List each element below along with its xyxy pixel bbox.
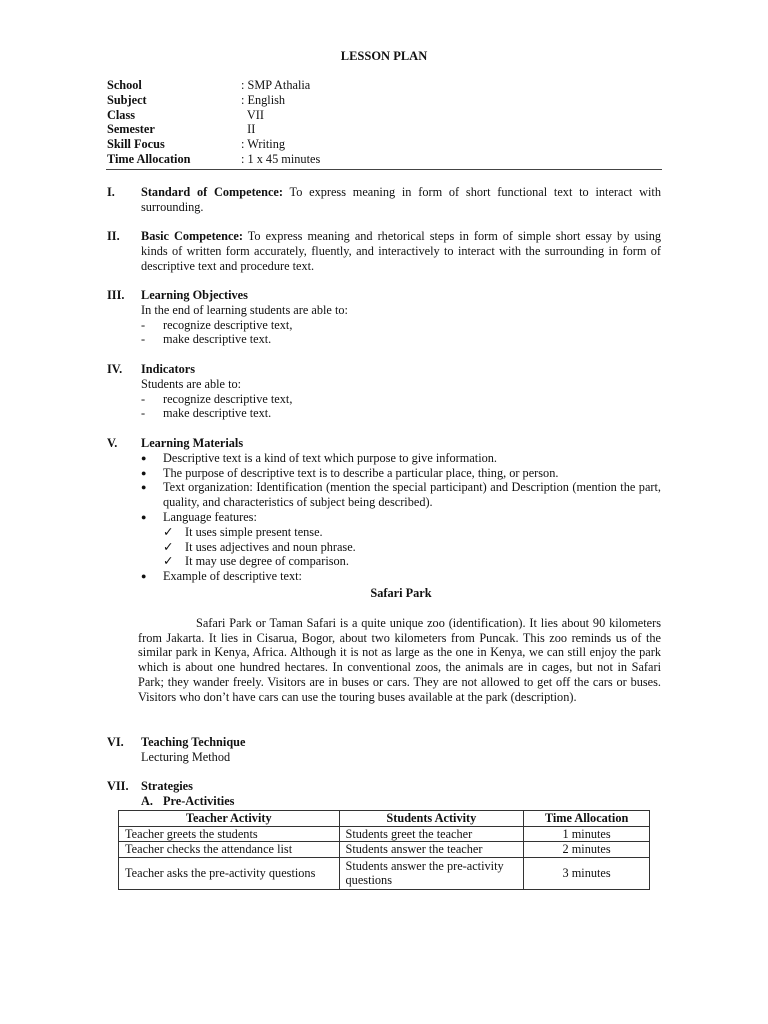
list-item-text: Example of descriptive text: xyxy=(163,569,302,584)
info-label: Semester xyxy=(107,122,155,137)
list-item-text: make descriptive text. xyxy=(163,406,272,421)
story-title: Safari Park xyxy=(370,585,432,600)
section-number: VII. xyxy=(107,779,129,793)
info-label: Skill Focus xyxy=(107,137,165,152)
section-number: VI. xyxy=(107,735,124,749)
section-number: II. xyxy=(107,229,120,243)
list-item-text: recognize descriptive text, xyxy=(163,391,293,406)
section-indicators xyxy=(107,362,661,421)
info-block xyxy=(107,78,320,167)
table-row xyxy=(119,827,650,842)
checkmark-icon: ✓ xyxy=(163,554,174,569)
info-value: : English xyxy=(241,92,286,107)
check-item xyxy=(163,554,661,569)
info-row xyxy=(107,78,320,93)
section-number: III. xyxy=(107,288,125,302)
check-item-text: It uses simple present tense. xyxy=(185,524,323,539)
section-intro: In the end of learning students are able to: xyxy=(141,302,348,317)
section-heading: Indicators xyxy=(141,362,195,376)
section-body xyxy=(141,185,661,215)
list-item-text: Descriptive text is a kind of text which purpose to give information. xyxy=(163,450,497,465)
info-row xyxy=(107,108,320,123)
bullet-list xyxy=(141,569,661,584)
pre-activities-table xyxy=(118,810,650,890)
section-number: V. xyxy=(107,436,118,450)
section-text: Lecturing Method xyxy=(141,749,231,764)
section-body xyxy=(141,229,661,273)
section-heading: Basic Competence: xyxy=(141,229,243,243)
check-item-text: It may use degree of comparison. xyxy=(185,554,349,569)
section-number: I. xyxy=(107,185,115,199)
list-item xyxy=(141,466,661,481)
info-value: VII xyxy=(241,107,264,122)
list-item-text: The purpose of descriptive text is to describe a particular place, thing, or person. xyxy=(163,465,559,480)
info-row xyxy=(107,122,320,137)
subsection-title: Pre-Activities xyxy=(163,793,235,808)
subsection-letter: A. xyxy=(141,793,153,808)
story-text: Safari Park or Taman Safari is a quite unique zoo (identification). It lies about 90 kilometers from Jakarta. It lies in Cisarua, Bogor, about two kilometers from Puncak. This zoo reminds us of the similar park in Kenya, Africa. Although it is not as large as the one in Kenya, we can still enjoy the park which is about one hundred hectares. In conventional zoos, the animals are in cages, but not in Safari Park; they wander freely. Visitors are in buses or cars. They are not allowed to get off the cars or buses. Visitors who don’t have cars can use the touring buses available at the park (description). xyxy=(138,615,661,704)
section-body xyxy=(141,779,661,809)
check-list xyxy=(141,525,661,569)
table-cell: 1 minutes xyxy=(524,827,650,842)
section-intro: Students are able to: xyxy=(141,376,242,391)
table-header: Teacher Activity xyxy=(119,811,340,827)
bullet-list xyxy=(141,451,661,525)
info-label: School xyxy=(107,78,142,92)
section-heading: Strategies xyxy=(141,779,193,793)
table-header: Students Activity xyxy=(339,811,524,827)
list-item xyxy=(141,510,661,525)
table-row xyxy=(119,857,650,889)
table-cell: Students greet the teacher xyxy=(339,827,524,842)
section-body xyxy=(138,436,661,705)
table-cell: 2 minutes xyxy=(524,842,650,857)
bullet-icon: ● xyxy=(141,571,147,582)
table-cell: Teacher greets the students xyxy=(119,827,340,842)
info-row xyxy=(107,137,320,152)
checkmark-icon: ✓ xyxy=(163,524,174,539)
section-body xyxy=(141,362,661,421)
checkmark-icon: ✓ xyxy=(163,539,174,554)
list-item xyxy=(141,569,661,584)
table-row xyxy=(119,842,650,857)
section-heading: Teaching Technique xyxy=(141,735,246,749)
info-label: Class xyxy=(107,107,136,122)
section-text: To express meaning in form of short functional text to interact with surrounding. xyxy=(141,185,661,214)
info-label: Time Allocation xyxy=(107,151,191,166)
divider xyxy=(106,169,662,170)
info-value: : SMP Athalia xyxy=(241,78,311,92)
info-value: : Writing xyxy=(241,137,286,152)
section-heading: Learning Objectives xyxy=(141,288,248,302)
section-heading: Standard of Competence: xyxy=(141,185,283,199)
section-learning-materials xyxy=(107,436,661,705)
table-header: Time Allocation xyxy=(524,811,650,827)
table-cell: Teacher asks the pre-activity questions xyxy=(119,857,340,889)
table-cell: Teacher checks the attendance list xyxy=(119,842,340,857)
section-body xyxy=(141,735,661,765)
table-cell: 3 minutes xyxy=(524,857,650,889)
section-teaching-technique xyxy=(107,735,661,765)
bullet-icon: ● xyxy=(141,452,147,463)
info-row xyxy=(107,93,320,108)
section-body xyxy=(141,288,661,347)
bullet-icon: ● xyxy=(141,467,147,478)
info-label: Subject xyxy=(107,92,147,107)
list-item xyxy=(141,480,661,510)
section-learning-objectives xyxy=(107,288,661,347)
table-header-row xyxy=(119,811,650,827)
info-row xyxy=(107,152,320,167)
list-item: - recognize descriptive text, xyxy=(141,391,293,406)
list-item-text: recognize descriptive text, xyxy=(163,317,293,332)
table-cell: Students answer the teacher xyxy=(339,842,524,857)
section-number: IV. xyxy=(107,362,123,376)
list-item-text: Language features: xyxy=(163,509,257,524)
list-item xyxy=(141,451,661,466)
check-item xyxy=(163,540,661,555)
bullet-icon: ● xyxy=(141,511,147,522)
section-standard-competence xyxy=(107,185,661,215)
subsection-heading xyxy=(141,794,661,809)
list-item-text: Text organization: Identification (mention the special participant) and Description (mention the part, quality, and characteristics of subject being described). xyxy=(163,480,661,510)
list-item: - recognize descriptive text, xyxy=(141,317,293,332)
info-value: : 1 x 45 minutes xyxy=(241,151,321,166)
section-strategies xyxy=(107,779,661,809)
list-item: - make descriptive text. xyxy=(141,406,272,421)
section-basic-competence xyxy=(107,229,661,273)
check-item-text: It uses adjectives and noun phrase. xyxy=(185,539,356,554)
page-title: LESSON PLAN xyxy=(340,49,428,63)
check-item xyxy=(163,525,661,540)
bullet-icon: ● xyxy=(141,482,147,493)
list-item: - make descriptive text. xyxy=(141,332,272,347)
section-heading: Learning Materials xyxy=(141,436,244,450)
info-value: II xyxy=(241,122,256,137)
table-cell: Students answer the pre-activity questions xyxy=(339,857,524,889)
section-text: To express meaning and rhetorical steps in form of simple short essay by using kinds of written form accurately, fluently, and interactively to interact with the surrounding in form of descriptive text and procedure text. xyxy=(141,229,661,273)
list-item-text: make descriptive text. xyxy=(163,332,272,347)
